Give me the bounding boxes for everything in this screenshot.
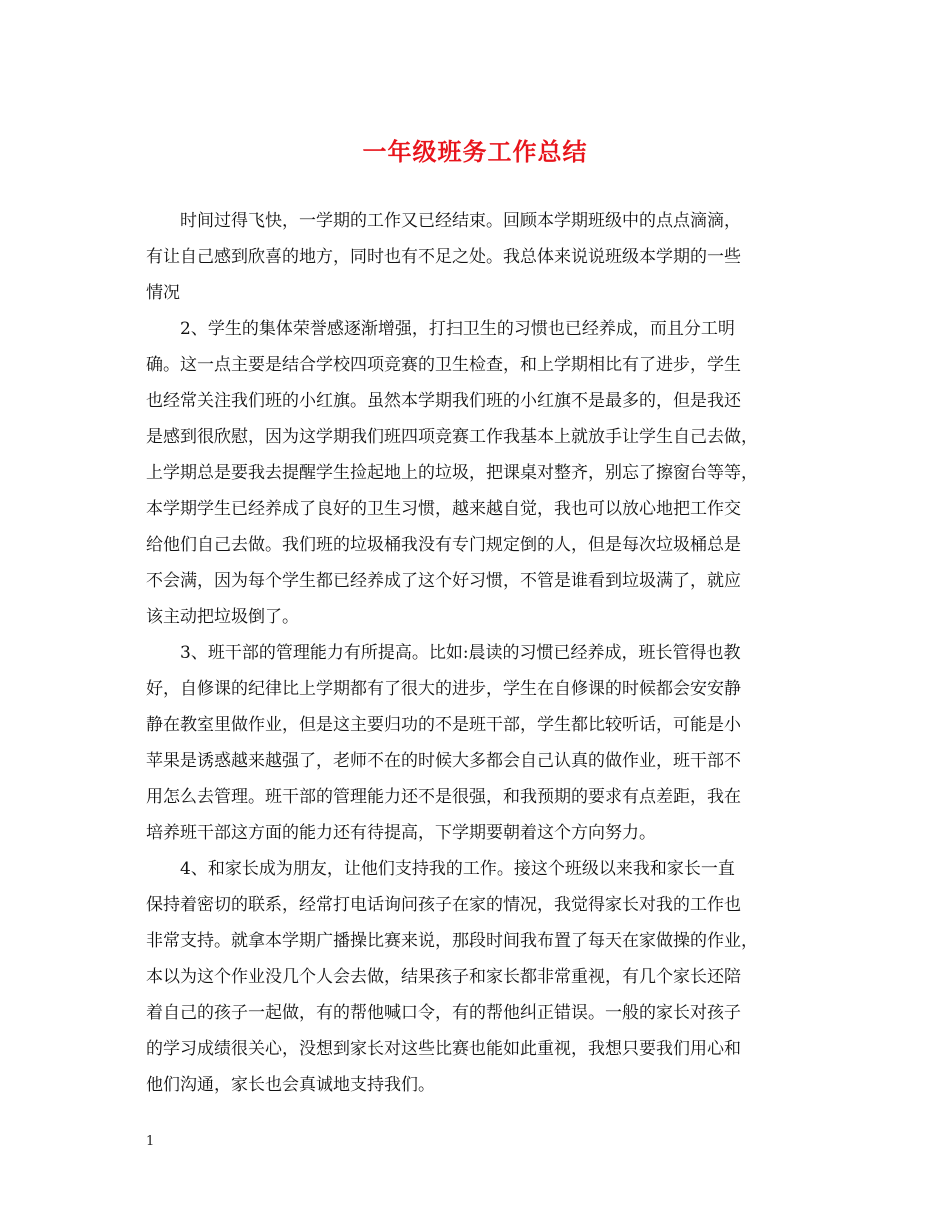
paragraph-line: 4、和家长成为朋友，让他们支持我的工作。接这个班级以来我和家长一直	[180, 859, 735, 879]
paragraph-1	[146, 203, 806, 311]
paragraph-3	[146, 635, 806, 851]
paragraph-line: 该主动把垃圾倒了。	[146, 607, 299, 627]
paragraph-line: 是感到很欣慰，因为这学期我们班四项竞赛工作我基本上就放手让学生自己去做，	[146, 427, 758, 447]
paragraph-line: 给他们自己去做。我们班的垃圾桶我没有专门规定倒的人，但是每次垃圾桶总是	[146, 535, 741, 555]
paragraph-line: 上学期总是要我去提醒学生捡起地上的垃圾，把课桌对整齐，别忘了擦窗台等等，	[146, 463, 758, 483]
paragraph-4	[146, 851, 806, 1103]
paragraph-line: 非常支持。就拿本学期广播操比赛来说，那段时间我布置了每天在家做操的作业，	[146, 931, 758, 951]
paragraph-line: 好，自修课的纪律比上学期都有了很大的进步，学生在自修课的时候都会安安静	[146, 679, 741, 699]
document-body	[146, 203, 806, 1103]
paragraph-line: 苹果是诱惑越来越强了，老师不在的时候大多都会自己认真的做作业，班干部不	[146, 751, 741, 771]
paragraph-2	[146, 311, 806, 635]
paragraph-line: 有让自己感到欣喜的地方，同时也有不足之处。我总体来说说班级本学期的一些	[146, 247, 741, 267]
paragraph-line: 时间过得飞快，一学期的工作又已经结束。回顾本学期班级中的点点滴滴，	[180, 211, 741, 231]
paragraph-line: 培养班干部这方面的能力还有待提高，下学期要朝着这个方向努力。	[146, 823, 656, 843]
paragraph-line: 的学习成绩很关心，没想到家长对这些比赛也能如此重视，我想只要我们用心和	[146, 1039, 741, 1059]
paragraph-line: 用怎么去管理。班干部的管理能力还不是很强，和我预期的要求有点差距，我在	[146, 787, 741, 807]
paragraph-line: 他们沟通，家长也会真诚地支持我们。	[146, 1075, 435, 1095]
paragraph-line: 确。这一点主要是结合学校四项竞赛的卫生检查，和上学期相比有了进步，学生	[146, 355, 741, 375]
paragraph-line: 也经常关注我们班的小红旗。虽然本学期我们班的小红旗不是最多的，但是我还	[146, 391, 741, 411]
paragraph-line: 3、班干部的管理能力有所提高。比如:晨读的习惯已经养成，班长管得也教	[180, 643, 741, 663]
paragraph-line: 不会满，因为每个学生都已经养成了这个好习惯，不管是谁看到垃圾满了，就应	[146, 571, 741, 591]
paragraph-line: 本学期学生已经养成了良好的卫生习惯，越来越自觉，我也可以放心地把工作交	[146, 499, 741, 519]
document-title: 一年级班务工作总结	[362, 137, 588, 166]
paragraph-line: 着自己的孩子一起做，有的帮他喊口令，有的帮他纠正错误。一般的家长对孩子	[146, 1003, 741, 1023]
paragraph-line: 保持着密切的联系，经常打电话询问孩子在家的情况，我觉得家长对我的工作也	[146, 895, 741, 915]
paragraph-line: 静在教室里做作业，但是这主要归功的不是班干部，学生都比较听话，可能是小	[146, 715, 741, 735]
paragraph-line: 本以为这个作业没几个人会去做，结果孩子和家长都非常重视，有几个家长还陪	[146, 967, 741, 987]
paragraph-line: 2、学生的集体荣誉感逐渐增强，打扫卫生的习惯也已经养成，而且分工明	[180, 319, 735, 339]
page-number: 1	[146, 1134, 155, 1149]
paragraph-line: 情况	[146, 283, 180, 303]
